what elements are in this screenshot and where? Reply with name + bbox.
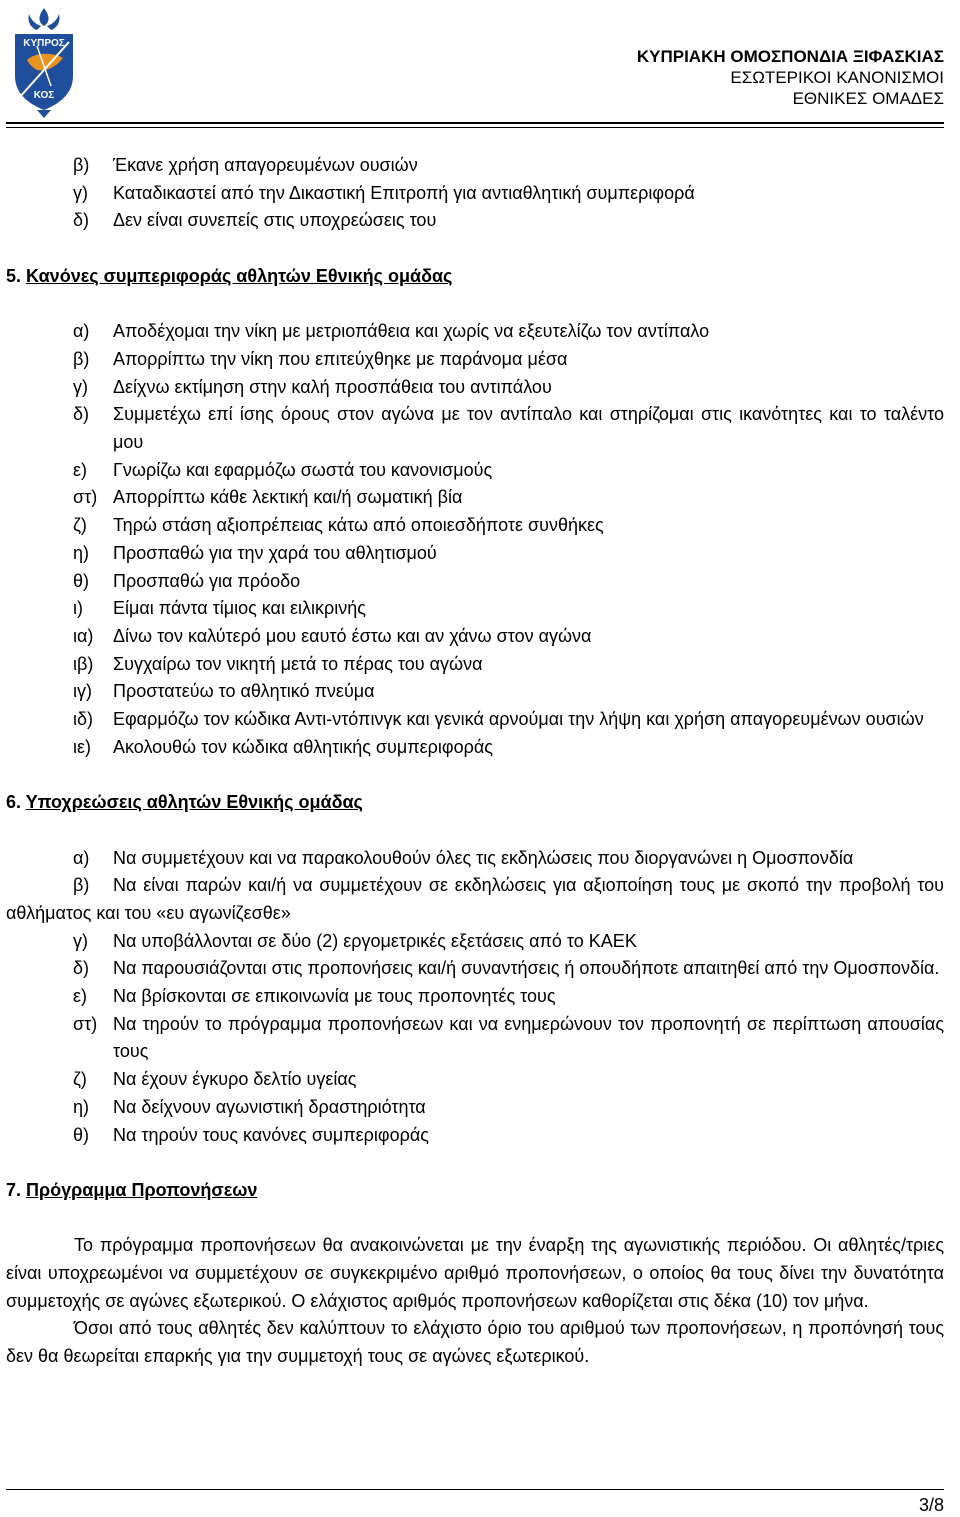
section-6-list [6,845,944,1150]
item-text: Αποδέχομαι την νίκη με μετριοπάθεια και χωρίς να εξευτελίζω τον αντίπαλο [113,321,710,342]
header-subtitle: ΕΣΩΤΕΡΙΚΟΙ ΚΑΝΟΝΙΣΜΟΙ [730,68,944,87]
item-label: γ) [73,182,88,203]
list-item [6,595,944,623]
header-subtitle-2: ΕΘΝΙΚΕΣ ΟΜΑΔΕΣ [792,89,944,108]
list-item [6,1094,944,1122]
section-5-heading [6,263,944,291]
document-body [6,152,944,1371]
item-text: Δεν είναι συνεπείς στις υποχρεώσεις του [113,210,437,231]
item-label: ζ) [73,515,87,536]
list-item [6,484,944,512]
item-label: στ) [73,1013,98,1034]
list-item [6,207,944,235]
item-text: Συμμετέχω επί ίσης όρους στον αγώνα με τον αντίπαλο και στηρίζομαι στις ικανότητες και το ταλέντο μου [113,404,944,452]
item-text: Να συμμετέχουν και να παρακολουθούν όλες τις εκδηλώσεις που διοργανώνει η Ομοσπονδία [113,847,854,868]
item-text: Ακολουθώ τον κώδικα αθλητικής συμπεριφοράς [113,736,493,757]
list-item [6,512,944,540]
item-text: Να υποβάλλονται σε δύο (2) εργομετρικές εξετάσεις από το ΚΑΕΚ [113,930,637,951]
item-text: Να τηρούν το πρόγραμμα προπονήσεων και να ενημερώνουν τον προπονητή σε περίπτωση απουσίας τους [113,1013,944,1062]
list-item-wrapping: β) Να είναι παρών και/ή να συμμετέχουν σε εκδηλώσεις για αξιοποίηση τους με σκοπό την προβολή του αθλήματος και του «ευ αγωνίζεσθε» [6,875,944,923]
item-label: ιε) [73,736,92,757]
item-label: α) [73,847,90,868]
list-item [6,845,944,873]
item-label: β) [73,155,90,175]
list-item [6,678,944,706]
item-text: Να δείχνουν αγωνιστική δραστηριότητα [113,1096,426,1117]
item-text: Να τηρούν τους κανόνες συμπεριφοράς [113,1124,429,1145]
item-label: ι) [73,598,83,619]
list-item [6,706,944,734]
item-label: ε) [73,459,88,480]
list-item [6,374,944,402]
list-item [6,1066,944,1094]
item-label: η) [73,1096,90,1117]
item-text: Να είναι παρών και/ή να συμμετέχουν σε εκδηλώσεις για αξιοποίηση τους με σκοπό την προβολή του αθλήματος και του «ευ αγωνίζεσθε» [6,875,944,923]
federation-logo [7,6,81,118]
item-text: Προσπαθώ για την χαρά του αθλητισμού [113,542,437,563]
paragraph: Το πρόγραμμα προπονήσεων θα ανακοινώνεται με την έναρξη της αγωνιστικής περιόδου. Οι αθλητές/τριες είναι υποχρεωμένοι να συμμετέχουν σε συγκεκριμένο αριθμό προπονήσεων, ο οποίος θα τους δίνει την δυνατότητα συμμετοχής σε αγώνες εξωτερικού. Ο ελάχιστος αριθμός προπονήσεων καθορίζεται στις δέκα (10) τον μήνα. [6,1235,944,1311]
item-text: Προστατεύω το αθλητικό πνεύμα [113,681,375,702]
item-label: γ) [73,930,88,951]
section-title: Κανόνες συμπεριφοράς αθλητών Εθνικής ομάδας [26,265,453,286]
list-item [6,346,944,374]
list-item [6,568,944,596]
item-label: γ) [73,376,88,397]
page-number: 3/8 [918,1495,944,1515]
item-label: ε) [73,986,88,1007]
list-item [6,623,944,651]
item-label: δ) [73,210,90,231]
item-text: Δίνω τον καλύτερό μου εαυτό έστω και αν χάνω στον αγώνα [113,625,592,646]
item-text: Τηρώ στάση αξιοπρέπειας κάτω από οποιεσδήποτε συνθήκες [113,515,604,536]
item-label: η) [73,542,90,563]
list-item [6,983,944,1011]
section-7-heading [6,1177,944,1205]
item-text: Να έχουν έγκυρο δελτίο υγείας [113,1069,357,1090]
paragraph: Όσοι από τους αθλητές δεν καλύπτουν το ελάχιστο όριο του αριθμού των προπονήσεων, η προπόνησή τους δεν θα θεωρείται επαρκής για την συμμετοχή τους σε αγώνες εξωτερικού. [6,1318,944,1367]
section-number: 7. [6,1179,22,1200]
item-text: Να παρουσιάζονται στις προπονήσεις και/ή συναντήσεις ή οπουδήποτε απαιτηθεί από την Ομοσπονδία. [113,958,940,979]
item-label: ζ) [73,1069,87,1090]
list-item [6,401,944,456]
item-label: α) [73,321,90,342]
list-item [6,180,944,208]
section-6-heading [6,789,944,817]
item-text: Είμαι πάντα τίμιος και ειλικρινής [113,598,366,619]
item-label: ιβ) [73,653,94,674]
item-label: θ) [73,1124,90,1145]
footer-divider [6,1489,944,1490]
item-label: ια) [73,625,94,646]
header-divider [6,122,944,128]
item-text: Να βρίσκονται σε επικοινωνία με τους προπονητές τους [113,986,556,1007]
section-title: Υποχρεώσεις αθλητών Εθνικής ομάδας [25,792,363,813]
list-item [6,318,944,346]
item-label: δ) [73,958,90,979]
item-text: Εφαρμόζω τον κώδικα Αντι-ντόπινγκ και γενικά αρνούμαι την λήψη και χρήση απαγορευμένων ουσιών [113,709,924,730]
item-label: θ) [73,570,90,591]
item-text: Απορρίπτω την νίκη που επιτεύχθηκε με παράνομα μέσα [113,348,568,369]
logo-text-bottom: ΚΟΣ [33,90,55,101]
list-item [6,540,944,568]
logo-text-top: ΚΥΠΡΟΣ [23,38,65,49]
document-header [637,46,944,109]
section-number: 6. [6,792,22,813]
item-text: Συγχαίρω τον νικητή μετά το πέρας του αγώνα [113,653,483,674]
list-item [6,651,944,679]
item-label: ιγ) [73,681,92,702]
intro-list [6,152,944,235]
list-item [6,955,944,983]
list-item [6,1122,944,1150]
list-item [6,928,944,956]
item-label: β) [73,348,90,369]
section-title: Πρόγραμμα Προπονήσεων [26,1179,258,1200]
list-item [6,152,944,180]
item-label: ιδ) [73,709,94,730]
item-label: στ) [73,487,98,508]
item-text: Δείχνω εκτίμηση στην καλή προσπάθεια του αντιπάλου [113,376,552,397]
section-number: 5. [6,265,22,286]
item-text: Απορρίπτω κάθε λεκτική και/ή σωματική βία [113,487,463,508]
section-5-list [6,318,944,761]
list-item [6,457,944,485]
list-item [6,1011,944,1066]
organization-name: ΚΥΠΡΙΑΚΗ ΟΜΟΣΠΟΝΔΙΑ ΞΙΦΑΣΚΙΑΣ [636,47,944,66]
item-text: Γνωρίζω και εφαρμόζω σωστά του κανονισμούς [113,459,493,480]
item-label: δ) [73,404,90,425]
item-text: Καταδικαστεί από την Δικαστική Επιτροπή για αντιαθλητική συμπεριφορά [113,182,695,203]
item-text: Έκανε χρήση απαγορευμένων ουσιών [113,155,418,175]
item-text: Προσπαθώ για πρόοδο [113,570,301,591]
list-item [6,734,944,762]
